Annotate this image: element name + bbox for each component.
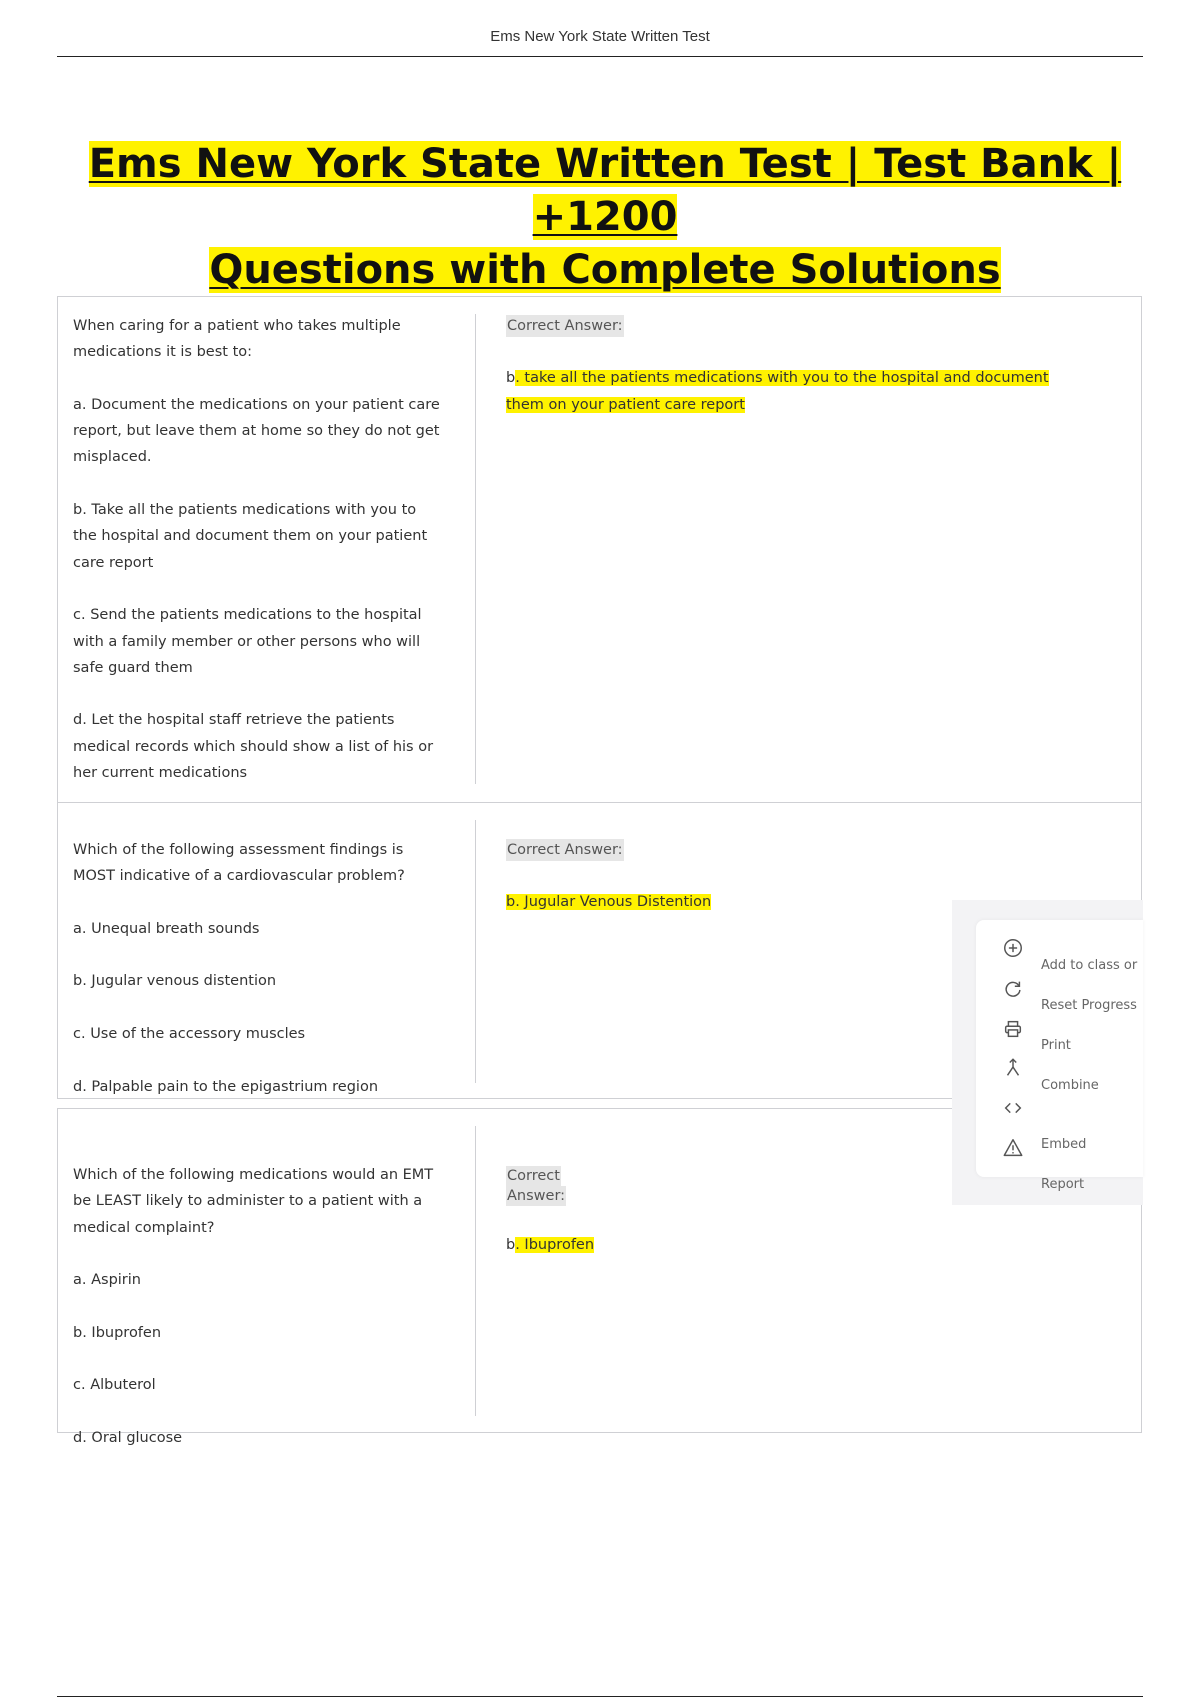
answer-highlight: . take all the patients medications with you to the hospital and document them on your patient care report [506, 370, 1049, 413]
title-line-1: Ems New York State Written Test | Test Bank | +1200 [88, 141, 1122, 240]
option-d: d. Let the hospital staff retrieve the patients medical records which should show a list of his or her current medications [73, 712, 434, 782]
option-b: b. Ibuprofen [73, 1324, 162, 1341]
answer-prefix: b [506, 1237, 516, 1253]
option-c: c. Use of the accessory muscles [73, 1026, 306, 1043]
option-b: b. Take all the patients medications with you to the hospital and document them on your patient care report [73, 502, 428, 571]
option-d: d. Palpable pain to the epigastrium region [73, 1078, 379, 1095]
floating-toolbar [976, 920, 1143, 1192]
merge-icon[interactable] [1002, 1057, 1024, 1079]
option-c: c. Send the patients medications to the hospital with a family member or other persons who will safe guard them [73, 607, 422, 676]
option-a: a. Document the medications on your patient care report, but leave them at home so they do not get misplaced. [73, 396, 440, 466]
option-b: b. Jugular venous distention [73, 973, 277, 990]
question-text [73, 837, 443, 1100]
answer-highlight: . Ibuprofen [515, 1237, 595, 1253]
toolbar-report[interactable]: Report [1041, 1177, 1085, 1192]
printer-icon[interactable] [1002, 1018, 1024, 1040]
toolbar-add-to-class[interactable]: Add to class or [1041, 958, 1138, 973]
code-icon[interactable] [1002, 1097, 1024, 1119]
question-text [73, 1162, 443, 1451]
column-divider [475, 314, 476, 784]
answer-panel [506, 313, 1086, 418]
correct-answer [506, 1232, 1086, 1258]
toolbar-reset-progress[interactable]: Reset Progress [1041, 998, 1137, 1013]
question-text [73, 313, 443, 813]
refresh-icon[interactable] [1002, 978, 1024, 1000]
option-d: d. Oral glucose [73, 1429, 183, 1446]
question-stem: Which of the following assessment findings is MOST indicative of a cardiovascular problem? [73, 842, 405, 885]
toolbar-embed[interactable]: Embed [1041, 1137, 1087, 1152]
plus-circle-icon[interactable] [1002, 937, 1024, 959]
question-stem: Which of the following medications would an EMT be LEAST likely to administer to a patient with a medical complaint? [73, 1167, 434, 1236]
option-c: c. Albuterol [73, 1377, 156, 1394]
answer-highlight: b. Jugular Venous Distention [506, 894, 712, 911]
correct-answer-label: Correct Answer: [506, 315, 624, 337]
running-header: Ems New York State Written Test [490, 28, 710, 45]
toolbar-print[interactable]: Print [1041, 1038, 1071, 1053]
title-line-2: Questions with Complete Solutions [209, 247, 1001, 293]
document-title [60, 138, 1150, 297]
correct-answer-label-line2: Answer: [507, 1188, 566, 1204]
answer-prefix: b [506, 370, 516, 387]
question-stem: When caring for a patient who takes multiple medications it is best to: [73, 318, 401, 361]
option-a: a. Aspirin [73, 1272, 141, 1289]
warning-icon[interactable] [1002, 1137, 1024, 1159]
correct-answer-label: Correct Answer: [506, 839, 624, 861]
correct-answer-label-line1: Correct [507, 1168, 560, 1184]
toolbar-combine[interactable]: Combine [1041, 1078, 1099, 1093]
correct-answer [506, 365, 1086, 418]
question-block-1 [57, 296, 1142, 804]
header-divider [57, 56, 1143, 57]
column-divider [475, 1126, 476, 1416]
footer-divider [57, 1696, 1143, 1697]
column-divider [475, 820, 476, 1083]
option-a: a. Unequal breath sounds [73, 920, 260, 937]
